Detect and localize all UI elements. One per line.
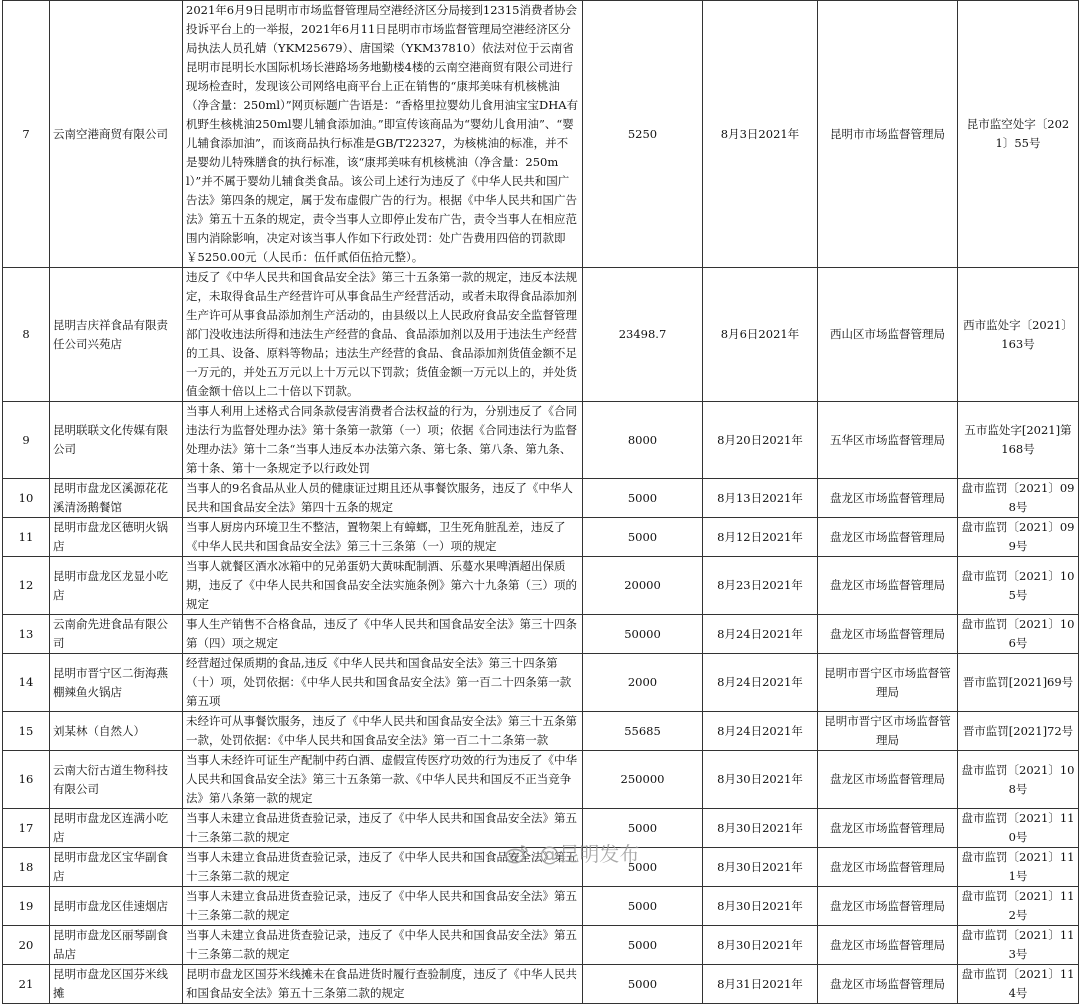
penalty-date: 8月30日2021年 [703, 848, 818, 887]
violation-fact: 当事人未建立食品进货查验记录，违反了《中华人民共和国食品安全法》第五十三条第二款的规定 [183, 848, 583, 887]
document-number: 盘市监罚〔2021〕106号 [958, 615, 1079, 654]
row-number: 7 [3, 1, 50, 268]
penalty-date: 8月30日2021年 [703, 887, 818, 926]
table-row [3, 926, 1079, 965]
penalty-date: 8月24日2021年 [703, 654, 818, 712]
fine-amount: 5000 [583, 809, 703, 848]
penalty-authority: 盘龙区市场监督管理局 [818, 751, 958, 809]
penalty-authority: 盘龙区市场监督管理局 [818, 518, 958, 557]
penalty-date: 8月20日2021年 [703, 402, 818, 479]
penalty-date: 8月3日2021年 [703, 1, 818, 268]
penalty-date: 8月6日2021年 [703, 268, 818, 402]
penalty-date: 8月12日2021年 [703, 518, 818, 557]
violation-fact: 经营超过保质期的食品,违反《中华人民共和国食品安全法》第三十四条第（十）项，处罚依据：《中华人民共和国食品安全法》第一百二十四条第一款第五项 [183, 654, 583, 712]
penalty-date: 8月24日2021年 [703, 712, 818, 751]
table-row [3, 1, 1079, 268]
violation-fact: 未经许可从事餐饮服务，违反了《中华人民共和国食品安全法》第三十五条第一款，处罚依据：《中华人民共和国食品安全法》第一百二十二条第一款 [183, 712, 583, 751]
row-number: 10 [3, 479, 50, 518]
penalty-authority: 盘龙区市场监督管理局 [818, 965, 958, 1004]
penalty-authority: 盘龙区市场监督管理局 [818, 479, 958, 518]
violation-fact: 当事人未建立食品进货查验记录，违反了《中华人民共和国食品安全法》第五十三条第二款的规定 [183, 887, 583, 926]
penalty-date: 8月30日2021年 [703, 809, 818, 848]
entity-name: 云南俞先进食品有限公司 [50, 615, 183, 654]
penalty-date: 8月31日2021年 [703, 965, 818, 1004]
table-row [3, 965, 1079, 1004]
violation-fact: 当事人未经许可证生产配制中药白酒、虚假宣传医疗功效的行为违反了《中华人民共和国食品安全法》第三十五条第一款、《中华人民共和国反不正当竞争法》第八条第一款的规定 [183, 751, 583, 809]
penalty-authority: 昆明市晋宁区市场监督管理局 [818, 712, 958, 751]
table-row [3, 402, 1079, 479]
table-row [3, 654, 1079, 712]
row-number: 20 [3, 926, 50, 965]
fine-amount: 5000 [583, 965, 703, 1004]
fine-amount: 5000 [583, 848, 703, 887]
table-row [3, 479, 1079, 518]
fine-amount: 5000 [583, 887, 703, 926]
fine-amount: 5250 [583, 1, 703, 268]
weibo-logo-icon [505, 844, 529, 864]
document-number: 盘市监罚〔2021〕111号 [958, 848, 1079, 887]
fine-amount: 5000 [583, 926, 703, 965]
violation-fact: 当事人的9名食品从业人员的健康证过期且还从事餐饮服务，违反了《中华人民共和国食品安全法》第四十五条的规定 [183, 479, 583, 518]
violation-fact: 2021年6月9日昆明市市场监督管理局空港经济区分局接到12315消费者协会投诉平台上的一举报，2021年6月11日昆明市市场监督管理局空港经济区分局执法人员孔婧（YKM25679）、唐国梁（YKM37810）依法对位于云南省昆明市昆明长水国际机场长港路场务地勤楼4楼的云南空港商贸有限公司进行现场检查时，发现该公司网络电商平台上正在销售的“康邦美味有机核桃油（净含量：250ml）”网页标题广告语是：“香格里拉婴幼儿食用油宝宝DHA有机野生核桃油250ml婴儿辅食添加油。”即宣传该商品为“婴幼儿食用油”、“婴儿辅食添加油”，而该商品执行标准是GB/T22327，为核桃油的标准，并不是婴幼儿特殊膳食的执行标准，该“康邦美味有机核桃油（净含量：250ml）”并不属于婴幼儿辅食类食品。该公司上述行为违反了《中华人民共和国广告法》第四条的规定，属于发布虚假广告的行为。根据《中华人民共和国广告法》第五十五条的规定，责令当事人立即停止发布广告，责令当事人在相应范围内消除影响，决定对该当事人作如下行政处罚：处广告费用四倍的罚款即￥5250.00元（人民币：伍仟贰佰伍拾元整）。 [183, 1, 583, 268]
entity-name: 昆明市盘龙区龙显小吃店 [50, 557, 183, 615]
fine-amount: 8000 [583, 402, 703, 479]
violation-fact: 当事人厨房内环境卫生不整洁，置物架上有蟑螂，卫生死角脏乱差，违反了《中华人民共和国食品安全法》第三十三条第（一）项的规定 [183, 518, 583, 557]
entity-name: 昆明市晋宁区二街海燕棚辣鱼火锅店 [50, 654, 183, 712]
entity-name: 刘某林（自然人） [50, 712, 183, 751]
violation-fact: 当事人未建立食品进货查验记录，违反了《中华人民共和国食品安全法》第五十三条第二款的规定 [183, 809, 583, 848]
fine-amount: 55685 [583, 712, 703, 751]
fine-amount: 23498.7 [583, 268, 703, 402]
penalty-authority: 西山区市场监督管理局 [818, 268, 958, 402]
row-number: 16 [3, 751, 50, 809]
penalty-authority: 盘龙区市场监督管理局 [818, 615, 958, 654]
document-number: 盘市监罚〔2021〕105号 [958, 557, 1079, 615]
entity-name: 云南大衍古道生物科技有限公司 [50, 751, 183, 809]
entity-name: 昆明市盘龙区国芬米线摊 [50, 965, 183, 1004]
row-number: 15 [3, 712, 50, 751]
penalty-date: 8月30日2021年 [703, 926, 818, 965]
entity-name: 昆明市盘龙区丽琴副食品店 [50, 926, 183, 965]
document-number: 盘市监罚〔2021〕113号 [958, 926, 1079, 965]
document-number: 昆市监空处字〔2021〕55号 [958, 1, 1079, 268]
row-number: 11 [3, 518, 50, 557]
entity-name: 昆明市盘龙区溪源花花溪清汤鹅餐馆 [50, 479, 183, 518]
penalty-date: 8月24日2021年 [703, 615, 818, 654]
penalty-authority: 昆明市市场监督管理局 [818, 1, 958, 268]
table-row [3, 615, 1079, 654]
document-number: 西市监处字〔2021〕163号 [958, 268, 1079, 402]
penalty-authority: 盘龙区市场监督管理局 [818, 557, 958, 615]
row-number: 18 [3, 848, 50, 887]
document-number: 盘市监罚〔2021〕098号 [958, 479, 1079, 518]
entity-name: 昆明市盘龙区宝华副食店 [50, 848, 183, 887]
entity-name: 昆明吉庆祥食品有限责任公司兴苑店 [50, 268, 183, 402]
document-number: 晋市监罚[2021]69号 [958, 654, 1079, 712]
fine-amount: 2000 [583, 654, 703, 712]
table-row [3, 518, 1079, 557]
table-row [3, 751, 1079, 809]
violation-fact: 当事人就餐区酒水冰箱中的兄弟蛋奶大黄味配制酒、乐蔓水果啤酒超出保质期，违反了《中华人民共和国食品安全法实施条例》第六十九条第（三）项的规定 [183, 557, 583, 615]
entity-name: 云南空港商贸有限公司 [50, 1, 183, 268]
entity-name: 昆明市盘龙区佳速烟店 [50, 887, 183, 926]
document-number: 盘市监罚〔2021〕108号 [958, 751, 1079, 809]
document-number: 盘市监罚〔2021〕112号 [958, 887, 1079, 926]
violation-fact: 当事人未建立食品进货查验记录，违反了《中华人民共和国食品安全法》第五十三条第二款的规定 [183, 926, 583, 965]
entity-name: 昆明市盘龙区连满小吃店 [50, 809, 183, 848]
violation-fact: 当事人利用上述格式合同条款侵害消费者合法权益的行为，分别违反了《合同违法行为监督处理办法》第十条第一款第（一）项；依据《合同违法行为监督处理办法》第十二条“当事人违反本办法第六条、第七条、第八条、第九条、第十条、第十一条规定予以行政处罚 [183, 402, 583, 479]
table-row [3, 557, 1079, 615]
penalty-authority: 盘龙区市场监督管理局 [818, 848, 958, 887]
penalty-authority: 盘龙区市场监督管理局 [818, 809, 958, 848]
row-number: 8 [3, 268, 50, 402]
document-number: 盘市监罚〔2021〕114号 [958, 965, 1079, 1004]
table-row [3, 268, 1079, 402]
fine-amount: 5000 [583, 518, 703, 557]
document-number: 五市监处字[2021]第168号 [958, 402, 1079, 479]
penalty-date: 8月23日2021年 [703, 557, 818, 615]
fine-amount: 20000 [583, 557, 703, 615]
penalty-authority: 五华区市场监督管理局 [818, 402, 958, 479]
penalty-authority: 昆明市晋宁区市场监督管理局 [818, 654, 958, 712]
violation-fact: 昆明市盘龙区国芬米线摊未在食品进货时履行查验制度，违反了《中华人民共和国食品安全法》第五十三条第二款的规定 [183, 965, 583, 1004]
entity-name: 昆明市盘龙区德明火锅店 [50, 518, 183, 557]
row-number: 13 [3, 615, 50, 654]
penalty-date: 8月13日2021年 [703, 479, 818, 518]
table-row [3, 887, 1079, 926]
watermark [505, 838, 639, 867]
entity-name: 昆明联联文化传媒有限公司 [50, 402, 183, 479]
fine-amount: 250000 [583, 751, 703, 809]
table-row [3, 712, 1079, 751]
penalty-authority: 盘龙区市场监督管理局 [818, 926, 958, 965]
document-number: 盘市监罚〔2021〕110号 [958, 809, 1079, 848]
penalty-date: 8月30日2021年 [703, 751, 818, 809]
row-number: 9 [3, 402, 50, 479]
row-number: 19 [3, 887, 50, 926]
violation-fact: 违反了《中华人民共和国食品安全法》第三十五条第一款的规定，违反本法规定，未取得食品生产经营许可从事食品生产经营活动，或者未取得食品添加剂生产许可从事食品添加剂生产活动的，由县级以上人民政府食品安全监督管理部门没收违法所得和违法生产经营的食品、食品添加剂以及用于违法生产经营的工具、设备、原料等物品；违法生产经营的食品、食品添加剂货值金额不足一万元的，并处五万元以上十万元以下罚款；货值金额一万元以上的，并处货值金额十倍以上二十倍以下罚款。 [183, 268, 583, 402]
fine-amount: 5000 [583, 479, 703, 518]
row-number: 14 [3, 654, 50, 712]
penalty-authority: 盘龙区市场监督管理局 [818, 887, 958, 926]
violation-fact: 事人生产销售不合格食品，违反了《中华人民共和国食品安全法》第三十四条第（四）项之规定 [183, 615, 583, 654]
watermark-text: @昆明发布 [539, 842, 640, 866]
row-number: 21 [3, 965, 50, 1004]
fine-amount: 50000 [583, 615, 703, 654]
document-number: 晋市监罚[2021]72号 [958, 712, 1079, 751]
row-number: 17 [3, 809, 50, 848]
row-number: 12 [3, 557, 50, 615]
document-number: 盘市监罚〔2021〕099号 [958, 518, 1079, 557]
